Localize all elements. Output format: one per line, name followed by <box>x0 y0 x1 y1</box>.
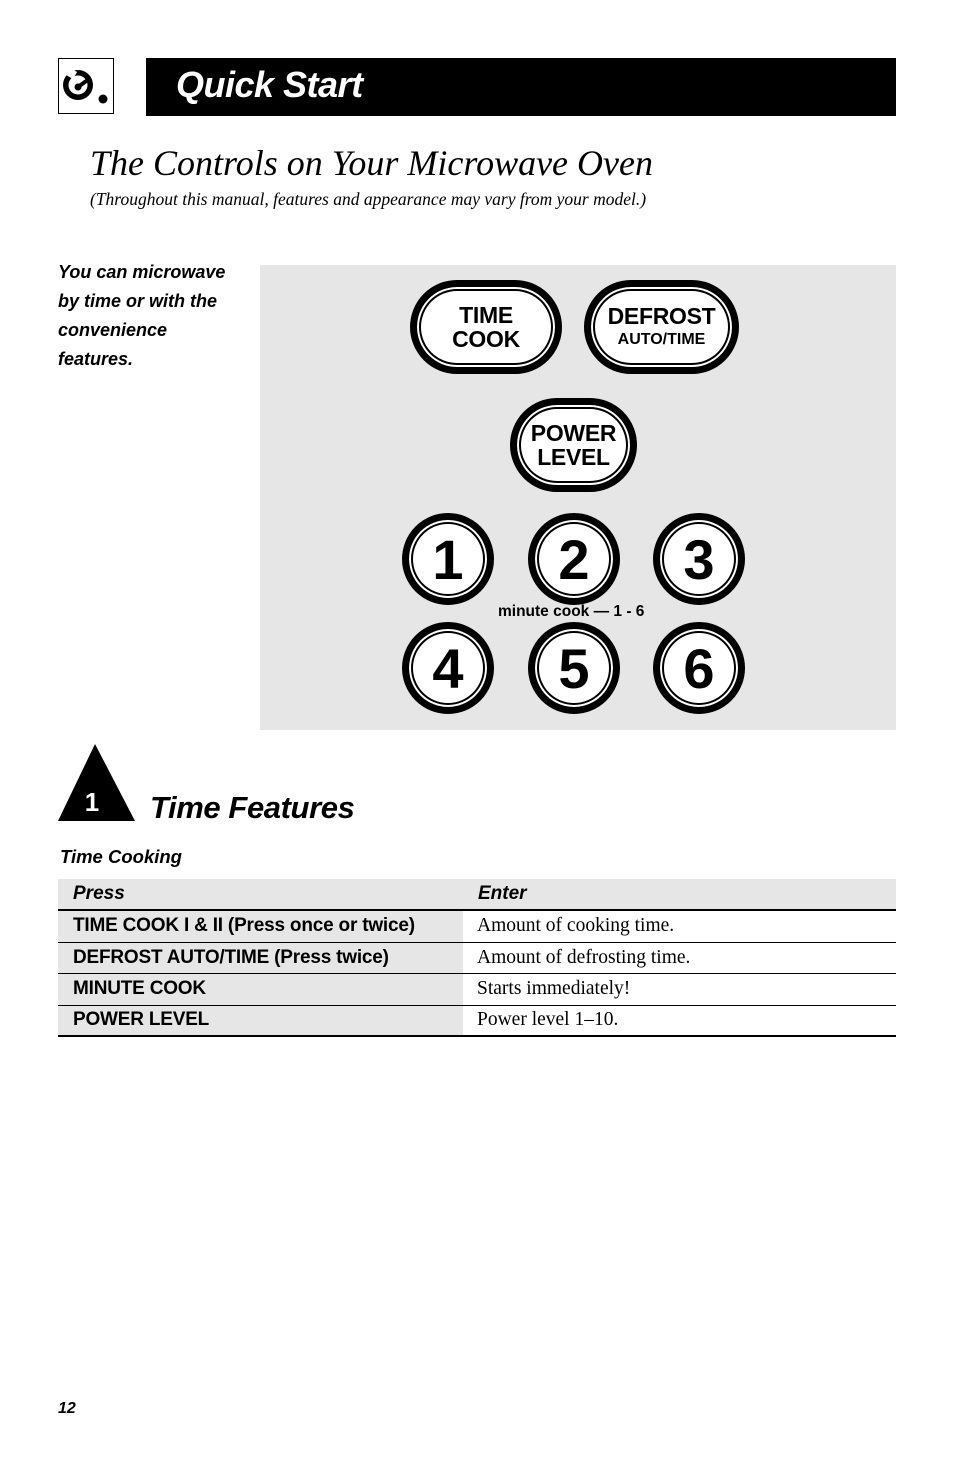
section-logo <box>58 58 114 114</box>
table-row <box>58 1006 896 1038</box>
table-row <box>58 974 896 1006</box>
minute-cook-label <box>498 603 644 621</box>
number-key-5[interactable]: 5 <box>528 622 620 714</box>
step-triangle-icon <box>58 744 136 822</box>
power-level-label-line1: POWER <box>530 420 617 446</box>
quick-start-icon <box>59 59 112 112</box>
page-title: The Controls on Your Microwave Oven <box>90 143 653 183</box>
minute-cook-range: 1 - 6 <box>613 603 645 620</box>
table-row <box>58 943 896 975</box>
side-note: You can microwave by time or with the convenience features. <box>58 262 226 369</box>
time-cook-label-line2: COOK <box>452 326 520 352</box>
minute-cook-text: minute cook — <box>498 603 614 620</box>
step-number: 1 <box>84 787 100 817</box>
table-cell-press: POWER LEVEL <box>58 1006 463 1036</box>
power-level-button[interactable] <box>510 398 637 492</box>
page-number: 12 <box>58 1400 76 1417</box>
table-header-press: Press <box>73 883 125 904</box>
defrost-button[interactable] <box>584 280 739 374</box>
number-key-6[interactable]: 6 <box>653 622 745 714</box>
table-cell-enter: Amount of defrosting time. <box>477 946 691 968</box>
table-cell-press: DEFROST AUTO/TIME (Press twice) <box>58 943 463 974</box>
number-key-4[interactable]: 4 <box>402 622 494 714</box>
table-cell-enter: Amount of cooking time. <box>477 915 675 937</box>
control-panel-illustration <box>260 265 896 730</box>
table-cell-press: TIME COOK I & II (Press once or twice) <box>58 911 463 942</box>
defrost-label-line2: AUTO/TIME <box>617 331 706 348</box>
table-cell-press: MINUTE COOK <box>58 974 463 1005</box>
table-header-enter: Enter <box>478 883 527 904</box>
number-key-3[interactable]: 3 <box>653 513 745 605</box>
header-bar <box>146 58 896 116</box>
section-title: Time Features <box>150 790 355 825</box>
table-cell-enter: Starts immediately! <box>477 978 631 1000</box>
table-header-row <box>58 879 896 911</box>
number-key-1[interactable]: 1 <box>402 513 494 605</box>
defrost-label-line1: DEFROST <box>607 303 716 329</box>
time-cook-label-line1: TIME <box>459 302 513 328</box>
subsection-title: Time Cooking <box>60 846 182 867</box>
number-key-2[interactable]: 2 <box>528 513 620 605</box>
header-title: Quick Start <box>176 64 363 105</box>
power-level-label-line2: LEVEL <box>537 444 610 470</box>
time-cook-button[interactable] <box>410 280 562 374</box>
time-cooking-table <box>58 879 896 1037</box>
page-subtitle: (Throughout this manual, features and appearance may vary from your model.) <box>90 189 647 209</box>
table-row <box>58 911 896 943</box>
table-cell-enter: Power level 1–10. <box>477 1009 619 1031</box>
